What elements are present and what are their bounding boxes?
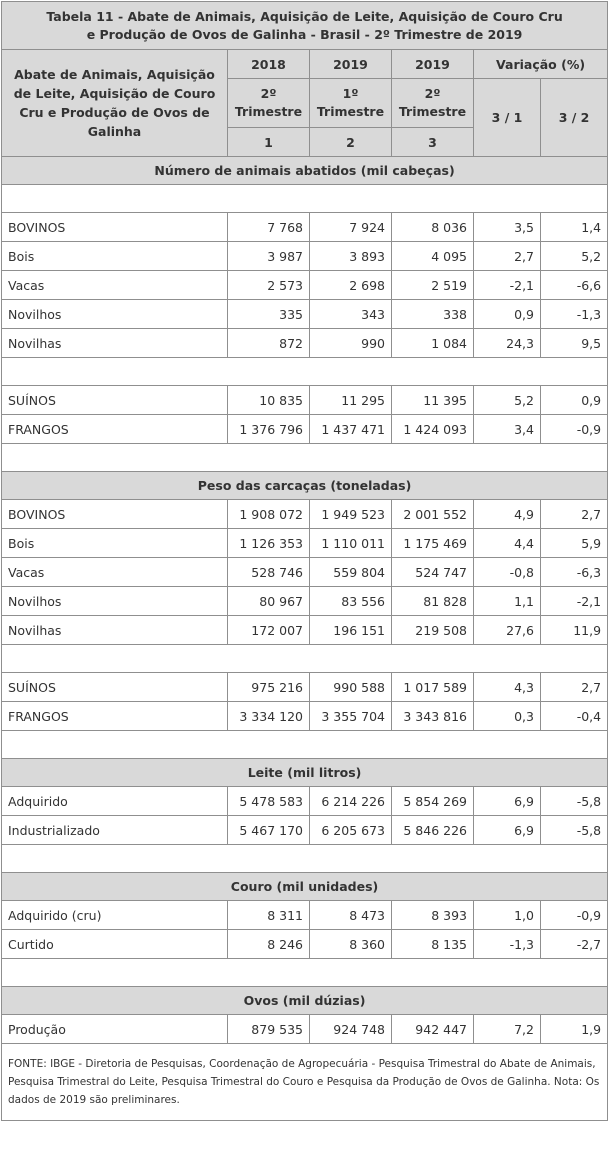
table-cell: 338 xyxy=(392,300,474,329)
table-cell: 524 747 xyxy=(392,558,474,587)
spacer-row xyxy=(2,645,608,673)
row-label: FRANGOS xyxy=(2,702,228,731)
table-cell: 3 334 120 xyxy=(228,702,310,731)
title-line-1: Tabela 11 - Abate de Animais, Aquisição de Leite, Aquisição de Couro Cru xyxy=(46,8,563,24)
table-title xyxy=(2,2,608,50)
table-cell: -2,1 xyxy=(474,271,541,300)
spacer-row xyxy=(2,731,608,759)
title-line-2: e Produção de Ovos de Galinha - Brasil - 2º Trimestre de 2019 xyxy=(86,26,523,42)
table-cell: 8 135 xyxy=(392,930,474,959)
table-cell: 6,9 xyxy=(474,816,541,845)
table-cell: 2,7 xyxy=(541,500,608,529)
row-label: BOVINOS xyxy=(2,213,228,242)
table-cell: 1 126 353 xyxy=(228,529,310,558)
table-cell: -2,7 xyxy=(541,930,608,959)
table-cell: 27,6 xyxy=(474,616,541,645)
table-row xyxy=(2,787,608,816)
table-cell: 2,7 xyxy=(541,673,608,702)
table-cell: 942 447 xyxy=(392,1015,474,1044)
section-header: Peso das carcaças (toneladas) xyxy=(2,472,608,500)
table-row xyxy=(2,213,608,242)
table-cell: 11 395 xyxy=(392,386,474,415)
spacer-row xyxy=(2,185,608,213)
table-cell: 1 110 011 xyxy=(310,529,392,558)
table-row xyxy=(2,901,608,930)
table-cell: -0,9 xyxy=(541,415,608,444)
table-cell: 7,2 xyxy=(474,1015,541,1044)
data-table xyxy=(1,1,608,1121)
table-cell: 879 535 xyxy=(228,1015,310,1044)
table-cell: 3 355 704 xyxy=(310,702,392,731)
table-cell: 990 588 xyxy=(310,673,392,702)
table-row xyxy=(2,616,608,645)
table-cell: 2,7 xyxy=(474,242,541,271)
table-cell: 528 746 xyxy=(228,558,310,587)
table-cell: 24,3 xyxy=(474,329,541,358)
table-cell: 990 xyxy=(310,329,392,358)
table-cell: -2,1 xyxy=(541,587,608,616)
table-cell: 4,3 xyxy=(474,673,541,702)
year-2: 2019 xyxy=(310,50,392,79)
table-cell: -1,3 xyxy=(541,300,608,329)
table-cell: 1,4 xyxy=(541,213,608,242)
footnote: FONTE: IBGE - Diretoria de Pesquisas, Coordenação de Agropecuária - Pesquisa Trimestral do Abate de Animais, Pesquisa Trimestral do Leite, Pesquisa Trimestral do Couro e Pesquisa da Produção de Ovos de Galinha. Nota: Os dados de 2019 são preliminares. xyxy=(2,1044,608,1121)
table-cell: 1,9 xyxy=(541,1015,608,1044)
row-label: Novilhas xyxy=(2,329,228,358)
table-row xyxy=(2,500,608,529)
table-cell: 5,9 xyxy=(541,529,608,558)
col-number-3: 3 xyxy=(392,128,474,157)
table-cell: 1 424 093 xyxy=(392,415,474,444)
var-col-3-2: 3 / 2 xyxy=(541,79,608,157)
table-cell: -6,6 xyxy=(541,271,608,300)
row-label: Vacas xyxy=(2,558,228,587)
col-number-1: 1 xyxy=(228,128,310,157)
quarter-3: 2º Trimestre xyxy=(392,79,474,128)
table-cell: 3 343 816 xyxy=(392,702,474,731)
row-label: Novilhos xyxy=(2,587,228,616)
table-cell: 2 519 xyxy=(392,271,474,300)
table-cell: 9,5 xyxy=(541,329,608,358)
table-cell: -1,3 xyxy=(474,930,541,959)
row-label: BOVINOS xyxy=(2,500,228,529)
table-cell: -5,8 xyxy=(541,787,608,816)
table-cell: 3 987 xyxy=(228,242,310,271)
row-label: Bois xyxy=(2,529,228,558)
table-title-row xyxy=(2,2,608,50)
table-cell: 1 175 469 xyxy=(392,529,474,558)
table-cell: 0,9 xyxy=(541,386,608,415)
spacer-row xyxy=(2,959,608,987)
table-cell: 0,3 xyxy=(474,702,541,731)
table-cell: 1,1 xyxy=(474,587,541,616)
table-cell: 7 924 xyxy=(310,213,392,242)
quarter-1: 2º Trimestre xyxy=(228,79,310,128)
row-label: Novilhas xyxy=(2,616,228,645)
table-row xyxy=(2,702,608,731)
table-row xyxy=(2,673,608,702)
table-cell: 1 949 523 xyxy=(310,500,392,529)
spacer-row xyxy=(2,444,608,472)
table-cell: 0,9 xyxy=(474,300,541,329)
table-cell: 11,9 xyxy=(541,616,608,645)
table-cell: 7 768 xyxy=(228,213,310,242)
row-label-header: Abate de Animais, Aquisição de Leite, Aquisição de Couro Cru e Produção de Ovos de Galinha xyxy=(2,50,228,157)
row-label: Industrializado xyxy=(2,816,228,845)
table-row xyxy=(2,558,608,587)
table-cell: 10 835 xyxy=(228,386,310,415)
table-cell: -0,9 xyxy=(541,901,608,930)
table-cell: 5 478 583 xyxy=(228,787,310,816)
table-cell: 335 xyxy=(228,300,310,329)
table-row xyxy=(2,386,608,415)
section-header: Leite (mil litros) xyxy=(2,759,608,787)
table-cell: 1 437 471 xyxy=(310,415,392,444)
table-row xyxy=(2,271,608,300)
table-cell: 6 214 226 xyxy=(310,787,392,816)
table-cell: 5,2 xyxy=(541,242,608,271)
table-cell: 11 295 xyxy=(310,386,392,415)
table-cell: 872 xyxy=(228,329,310,358)
row-label: Adquirido (cru) xyxy=(2,901,228,930)
table-cell: 219 508 xyxy=(392,616,474,645)
table-cell: 2 573 xyxy=(228,271,310,300)
section-header: Ovos (mil dúzias) xyxy=(2,987,608,1015)
table-cell: 2 698 xyxy=(310,271,392,300)
table-cell: 172 007 xyxy=(228,616,310,645)
table-cell: 4 095 xyxy=(392,242,474,271)
row-label: SUÍNOS xyxy=(2,673,228,702)
table-cell: 80 967 xyxy=(228,587,310,616)
table-row xyxy=(2,415,608,444)
row-label: Bois xyxy=(2,242,228,271)
table-cell: -6,3 xyxy=(541,558,608,587)
table-cell: -0,4 xyxy=(541,702,608,731)
table-cell: 343 xyxy=(310,300,392,329)
table-cell: 8 360 xyxy=(310,930,392,959)
var-col-3-1: 3 / 1 xyxy=(474,79,541,157)
table-cell: 196 151 xyxy=(310,616,392,645)
table-row xyxy=(2,529,608,558)
table-cell: 8 393 xyxy=(392,901,474,930)
row-label: Vacas xyxy=(2,271,228,300)
footnote-row xyxy=(2,1044,608,1121)
table-cell: 83 556 xyxy=(310,587,392,616)
table-cell: 4,9 xyxy=(474,500,541,529)
table-cell: 6,9 xyxy=(474,787,541,816)
table-cell: 1 376 796 xyxy=(228,415,310,444)
table-row xyxy=(2,300,608,329)
section-header: Couro (mil unidades) xyxy=(2,873,608,901)
table-row xyxy=(2,930,608,959)
table-row xyxy=(2,242,608,271)
table-cell: 6 205 673 xyxy=(310,816,392,845)
table-cell: 559 804 xyxy=(310,558,392,587)
table-cell: 8 246 xyxy=(228,930,310,959)
table-cell: 8 473 xyxy=(310,901,392,930)
table-cell: 3,5 xyxy=(474,213,541,242)
table-cell: 3,4 xyxy=(474,415,541,444)
table-cell: 5 854 269 xyxy=(392,787,474,816)
table-row xyxy=(2,816,608,845)
table-cell: -0,8 xyxy=(474,558,541,587)
row-label: FRANGOS xyxy=(2,415,228,444)
row-label: Curtido xyxy=(2,930,228,959)
header-row-years xyxy=(2,50,608,79)
table-row xyxy=(2,587,608,616)
row-label: Produção xyxy=(2,1015,228,1044)
table-cell: 975 216 xyxy=(228,673,310,702)
table-cell: 1 017 589 xyxy=(392,673,474,702)
year-1: 2018 xyxy=(228,50,310,79)
table-cell: 5,2 xyxy=(474,386,541,415)
row-label: Novilhos xyxy=(2,300,228,329)
table-cell: 1 908 072 xyxy=(228,500,310,529)
table-cell: 3 893 xyxy=(310,242,392,271)
variation-header: Variação (%) xyxy=(474,50,608,79)
spacer-row xyxy=(2,358,608,386)
table-cell: 5 467 170 xyxy=(228,816,310,845)
table-cell: 8 036 xyxy=(392,213,474,242)
table-cell: 5 846 226 xyxy=(392,816,474,845)
quarter-2: 1º Trimestre xyxy=(310,79,392,128)
table-cell: 4,4 xyxy=(474,529,541,558)
table-row xyxy=(2,1015,608,1044)
col-number-2: 2 xyxy=(310,128,392,157)
row-label: Adquirido xyxy=(2,787,228,816)
section-header: Número de animais abatidos (mil cabeças) xyxy=(2,157,608,185)
table-cell: -5,8 xyxy=(541,816,608,845)
spacer-row xyxy=(2,845,608,873)
table-cell: 1 084 xyxy=(392,329,474,358)
table-cell: 924 748 xyxy=(310,1015,392,1044)
table-cell: 8 311 xyxy=(228,901,310,930)
table-cell: 81 828 xyxy=(392,587,474,616)
year-3: 2019 xyxy=(392,50,474,79)
table-row xyxy=(2,329,608,358)
table-cell: 1,0 xyxy=(474,901,541,930)
table-cell: 2 001 552 xyxy=(392,500,474,529)
row-label: SUÍNOS xyxy=(2,386,228,415)
